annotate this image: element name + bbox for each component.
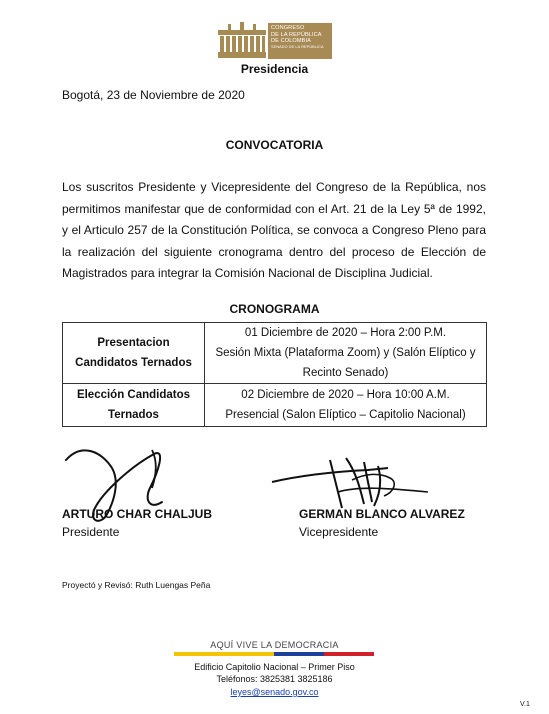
president-name: ARTURO CHAR CHALJUB: [62, 507, 212, 521]
stage-line: Ternados: [108, 409, 159, 421]
schedule-detail: [205, 384, 487, 427]
office-heading: Presidencia: [240, 62, 309, 76]
stage-line: Presentacion: [97, 337, 170, 349]
detail-line: Sesión Mixta (Plataforma Zoom) y (Salón Elíptico y: [215, 347, 476, 359]
footer-phones: Teléfonos: 3825381 3825186: [216, 674, 333, 684]
flag-red-stripe: [324, 652, 374, 656]
schedule-table: [62, 322, 487, 427]
detail-line: 01 Diciembre de 2020 – Hora 2:00 P.M.: [244, 327, 447, 339]
footer-address: Edificio Capitolio Nacional – Primer Piso: [194, 662, 355, 672]
body-paragraph: Los suscritos Presidente y Vicepresidente del Congreso de la República, nos permitimos manifestar que de conformidad con el Art. 21 de la Ley 5ª de 1992, y el Articulo 257 de la Constitución Política, se convoca a Congreso Pleno para la realización del siguiente cronograma dentro del proceso de Elección de Magistrados para integrar la Comisión Nacional de Disciplina Judicial.: [62, 180, 486, 280]
schedule-title: CRONOGRAMA: [229, 302, 320, 316]
president-role: Presidente: [62, 525, 120, 539]
footer-slogan: AQUÍ VIVE LA DEMOCRACIA: [210, 640, 339, 650]
detail-line: 02 Diciembre de 2020 – Hora 10:00 A.M.: [241, 389, 450, 401]
schedule-stage: [63, 323, 205, 384]
detail-line: Presencial (Salon Elíptico – Capitolio Nacional): [225, 409, 466, 421]
logo-wordmark: [268, 23, 332, 59]
vicepresident-role: Vicepresidente: [299, 525, 379, 539]
document-date: Bogotá, 23 de Noviembre de 2020: [62, 88, 245, 102]
flag-stripe: [174, 652, 374, 656]
vicepresident-signature: [268, 452, 436, 514]
document-title: CONVOCATORIA: [225, 138, 324, 152]
footer-email: [0, 687, 549, 697]
flag-yellow-stripe: [174, 652, 274, 656]
reviewed-by-note: Proyectó y Revisó: Ruth Luengas Peña: [62, 580, 211, 590]
stage-line: Candidatos Ternados: [75, 357, 192, 369]
logo-line: CONGRESO: [271, 25, 305, 31]
logo-line: DE LA REPÚBLICA: [271, 31, 322, 38]
logo-line: DE COLOMBIA: [271, 38, 311, 45]
capitol-building-icon: [218, 22, 266, 60]
schedule-stage: [63, 384, 205, 427]
stage-line: Elección Candidatos: [76, 389, 191, 401]
vicepresident-name: GERMAN BLANCO ALVAREZ: [299, 507, 465, 521]
detail-line: Recinto Senado): [302, 367, 389, 379]
email-link[interactable]: leyes@senado.gov.co: [230, 687, 319, 697]
document-version: V.1: [520, 701, 530, 708]
table-row: [63, 384, 487, 427]
schedule-detail: [205, 323, 487, 384]
congress-logo: [218, 22, 330, 60]
logo-line: SENADO DE LA REPÚBLICA: [271, 44, 324, 49]
table-row: [63, 323, 487, 384]
flag-blue-stripe: [274, 652, 324, 656]
